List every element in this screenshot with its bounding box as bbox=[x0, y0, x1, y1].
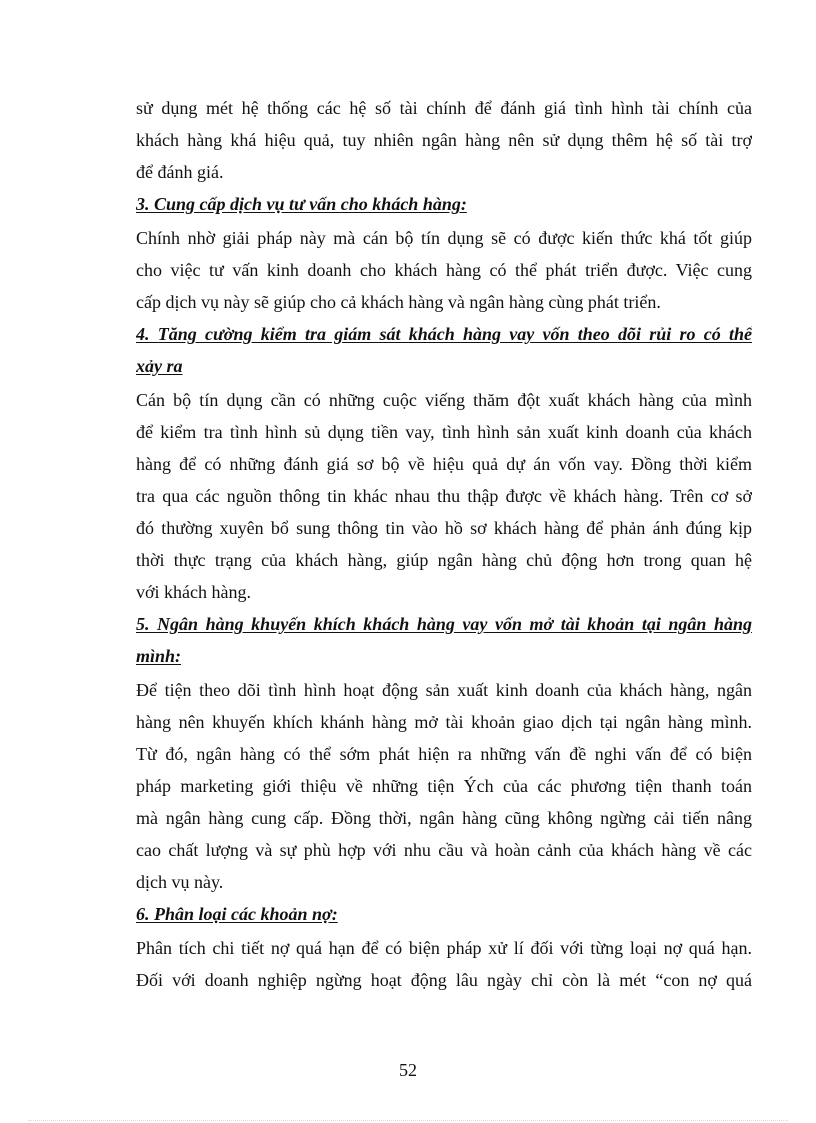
paragraph-line: để kiểm tra tình hình sủ dụng tiền vay, tình hình sản xuất kinh doanh của khách bbox=[136, 422, 752, 442]
paragraph-line: khách hàng khá hiệu quả, tuy nhiên ngân hàng nên sử dụng thêm hệ số tài trợ bbox=[136, 130, 752, 150]
section-heading-5: 5. Ngân hàng khuyến khích khách hàng vay vốn mở tài khoản tại ngân hàng bbox=[136, 614, 752, 634]
paragraph-line: Phân tích chi tiết nợ quá hạn để có biện pháp xử lí đối với từng loại nợ quá hạn. bbox=[136, 938, 752, 958]
paragraph-line: tra qua các nguồn thông tin khác nhau thu thập được về khách hàng. Trên cơ sở bbox=[136, 486, 752, 506]
paragraph-line: để đánh giá. bbox=[136, 162, 224, 182]
paragraph-line: pháp marketing giới thiệu về những tiện Ých của các phương tiện thanh toán bbox=[136, 776, 752, 796]
paragraph-line: Chính nhờ giải pháp này mà cán bộ tín dụng sẽ có được kiến thức khá tốt giúp bbox=[136, 228, 752, 248]
paragraph-line: sử dụng mét hệ thống các hệ số tài chính để đánh giá tình hình tài chính của bbox=[136, 98, 752, 118]
section-heading-4-cont: xảy ra bbox=[136, 356, 183, 376]
paragraph-line: đó thường xuyên bổ sung thông tin vào hồ sơ khách hàng để phản ánh đúng kịp bbox=[136, 518, 752, 538]
paragraph-line: Từ đó, ngân hàng có thể sớm phát hiện ra những vấn đề nghi vấn để có biện bbox=[136, 744, 752, 764]
paragraph-line: Để tiện theo dõi tình hình hoạt động sản xuất kinh doanh của khách hàng, ngân bbox=[136, 680, 752, 700]
section-heading-6: 6. Phân loại các khoản nợ: bbox=[136, 904, 338, 924]
paragraph-line: Đối với doanh nghiệp ngừng hoạt động lâu ngày chỉ còn là mét “con nợ quá bbox=[136, 970, 752, 990]
paragraph-line: hàng nên khuyến khích khánh hàng mở tài khoản giao dịch tại ngân hàng mình. bbox=[136, 712, 752, 732]
paragraph-line: mà ngân hàng cung cấp. Đồng thời, ngân hàng cũng không ngừng cải tiến nâng bbox=[136, 808, 752, 828]
paragraph-line: cao chất lượng và sự phù hợp với nhu cầu và hoàn cảnh của khách hàng về các bbox=[136, 840, 752, 860]
paragraph-line: cấp dịch vụ này sẽ giúp cho cả khách hàng và ngân hàng cùng phát triển. bbox=[136, 292, 661, 312]
section-heading-3: 3. Cung cấp dịch vụ tư vấn cho khách hàng: bbox=[136, 194, 467, 214]
section-heading-4: 4. Tăng cường kiểm tra giám sát khách hàng vay vốn theo dõi rủi ro có thể bbox=[136, 324, 752, 344]
paragraph-line: cho việc tư vấn kinh doanh cho khách hàng có thể phát triển được. Việc cung bbox=[136, 260, 752, 280]
page-number: 52 bbox=[399, 1060, 417, 1080]
paragraph-line: hàng để có những đánh giá sơ bộ về hiệu quả dự án vốn vay. Đồng thời kiểm bbox=[136, 454, 752, 474]
paragraph-line: với khách hàng. bbox=[136, 582, 251, 602]
paragraph-line: dịch vụ này. bbox=[136, 872, 224, 892]
paragraph-line: thời thực trạng của khách hàng, giúp ngân hàng chủ động hơn trong quan hệ bbox=[136, 550, 752, 570]
paragraph-line: Cán bộ tín dụng cần có những cuộc viếng thăm đột xuất khách hàng của mình bbox=[136, 390, 752, 410]
page-edge-divider bbox=[28, 1120, 788, 1121]
section-heading-5-cont: mình: bbox=[136, 646, 182, 666]
